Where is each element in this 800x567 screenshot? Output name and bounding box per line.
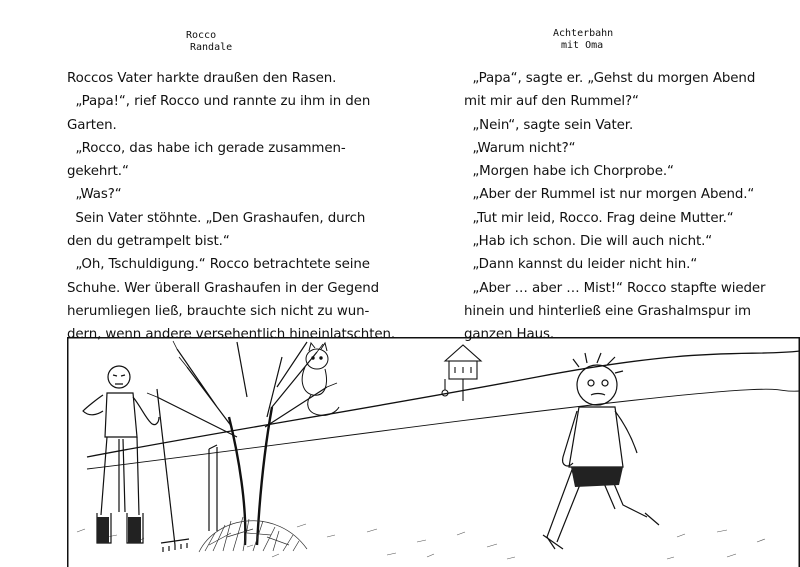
text-line: „Hab ich schon. Die will auch nicht.“ xyxy=(464,234,713,250)
birdhouse xyxy=(442,345,481,401)
tree xyxy=(147,341,337,545)
text-line: „Nein“, sagte sein Vater. xyxy=(464,117,634,133)
text-line: Schuhe. Wer überall Grashaufen in der Gegend xyxy=(67,280,380,296)
text-line: „Warum nicht?“ xyxy=(464,140,576,156)
cat-on-branch xyxy=(302,343,339,415)
ground-texture xyxy=(77,524,765,559)
header-left-line-2: Randale xyxy=(190,42,233,53)
grass-pile xyxy=(199,517,307,552)
running-header-right xyxy=(553,28,613,52)
text-line: gekehrt.“ xyxy=(67,164,129,180)
running-header-left xyxy=(186,30,232,54)
text-line: Sein Vater stöhnte. „Den Grashaufen, durch xyxy=(67,210,366,226)
rocco-shorts-shade xyxy=(571,467,623,487)
header-left-line-1: Rocco xyxy=(186,30,217,41)
header-right-line-1: Achterbahn xyxy=(553,28,614,39)
text-line: „Was?“ xyxy=(67,187,122,203)
text-line: „Rocco, das habe ich gerade zusammen- xyxy=(67,140,346,156)
text-line: mit mir auf den Rummel?“ xyxy=(464,94,639,110)
text-line: „Oh, Tschuldigung.“ Rocco betrachtete seine xyxy=(67,257,370,273)
text-line: „Papa!“, rief Rocco und rannte zu ihm in den xyxy=(67,94,371,110)
text-line: „Dann kannst du leider nicht hin.“ xyxy=(464,257,698,273)
illustration-panel xyxy=(67,337,800,567)
left-text-column xyxy=(67,67,396,347)
text-line: „Papa“, sagte er. „Gehst du morgen Abend xyxy=(464,71,756,86)
text-line: „Aber … aber … Mist!“ Rocco stapfte wieder xyxy=(464,280,766,296)
clothesline xyxy=(87,389,800,469)
header-right-line-2: mit Oma xyxy=(561,40,604,51)
right-text-column xyxy=(464,67,764,347)
text-line: den du getrampelt bist.“ xyxy=(67,234,230,250)
text-line: „Morgen habe ich Chorprobe.“ xyxy=(464,164,674,180)
text-line: Garten. xyxy=(67,117,117,133)
text-line: hinein und hinterließ eine Grashalmspur im xyxy=(464,303,751,319)
fence-post xyxy=(209,445,217,531)
text-line: Roccos Vater harkte draußen den Rasen. xyxy=(67,71,337,86)
text-line: dern, wenn andere versehentlich hineinlatschten. xyxy=(67,327,396,343)
text-line: „Tut mir leid, Rocco. Frag deine Mutter.“ xyxy=(464,210,734,226)
garden-scene-drawing xyxy=(67,337,800,567)
illustration-frame xyxy=(68,338,800,567)
text-line: herumliegen ließ, brauchte sich nicht zu wun- xyxy=(67,303,370,319)
text-line: ganzen Haus. xyxy=(464,327,554,343)
text-line: „Aber der Rummel ist nur morgen Abend.“ xyxy=(464,187,755,203)
rocco-figure xyxy=(543,353,659,549)
horizon-line xyxy=(87,351,800,457)
father-boots xyxy=(97,517,141,543)
